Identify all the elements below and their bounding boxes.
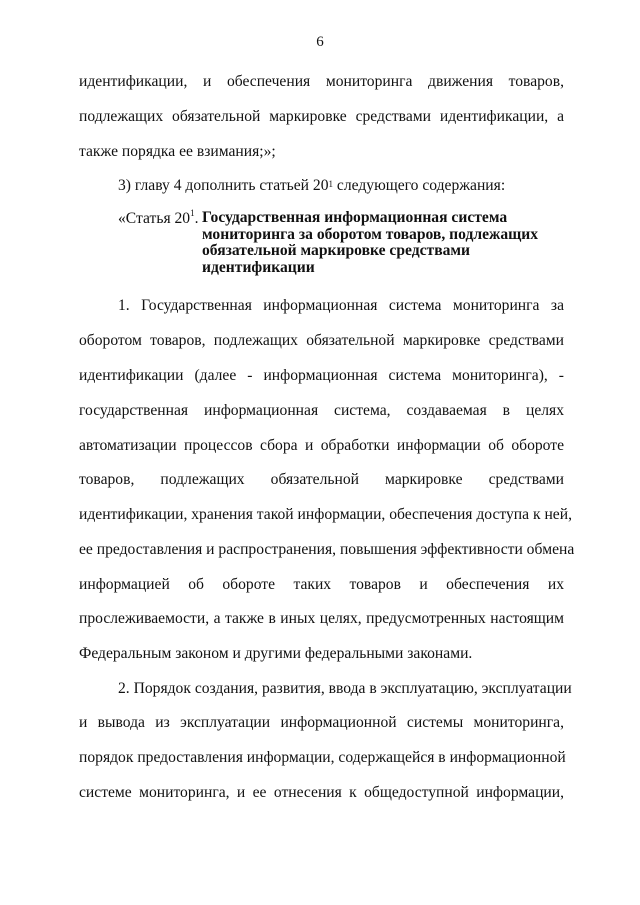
text-line: также порядка ее взимания;»; — [79, 143, 276, 160]
item3-superscript: 1 — [328, 179, 334, 189]
paragraph2-line: и вывода из эксплуатации информационной системы мониторинга, — [79, 714, 564, 731]
page-number: 6 — [316, 34, 324, 50]
paragraph1-line: идентификации (далее - информационная система мониторинга), - — [79, 367, 564, 384]
text-line: идентификации, и обеспечения мониторинга движения товаров, — [79, 73, 564, 90]
item3-prefix: 3) главу 4 дополнить статьей 20 — [118, 177, 329, 194]
article-label-suffix: . — [194, 210, 199, 227]
paragraph1-line: автоматизации процессов сбора и обработки информации об обороте — [79, 437, 564, 454]
paragraph2-line: системе мониторинга, и ее отнесения к общедоступной информации, — [79, 784, 564, 801]
paragraph1-line: оборотом товаров, подлежащих обязательной маркировке средствами — [79, 332, 564, 349]
paragraph1-line: информацией об обороте таких товаров и обеспечения их — [79, 576, 564, 593]
item3-suffix: следующего содержания: — [333, 177, 506, 194]
paragraph1-line: прослеживаемости, а также в иных целях, предусмотренных настоящим — [79, 610, 564, 627]
article-title: Государственная информационная система мониторинга за оборотом товаров, подлежащих обязательной маркировке средствами идентификации — [202, 209, 539, 276]
article-label-prefix: «Статья 20 — [118, 210, 191, 227]
paragraph1-line: 1. Государственная информационная система мониторинга за — [118, 297, 564, 314]
paragraph2-line: порядок предоставления информации, содержащейся в информационной — [79, 749, 566, 766]
paragraph1-line: Федеральным законом и другими федеральными законами. — [79, 645, 473, 662]
paragraph1-line: государственная информационная система, создаваемая в целях — [79, 402, 564, 419]
article-label — [118, 210, 199, 228]
amendment-item-3 — [118, 176, 564, 196]
paragraph1-line: ее предоставления и распространения, повышения эффективности обмена — [79, 541, 575, 558]
paragraph2-line: 2. Порядок создания, развития, ввода в эксплуатацию, эксплуатации — [118, 680, 572, 697]
paragraph1-line: товаров, подлежащих обязательной маркировке средствами — [79, 471, 564, 488]
article-label-superscript: 1 — [190, 208, 195, 218]
paragraph1-line: идентификации, хранения такой информации, обеспечения доступа к ней, — [79, 506, 572, 523]
text-line: подлежащих обязательной маркировке средствами идентификации, а — [79, 108, 564, 125]
